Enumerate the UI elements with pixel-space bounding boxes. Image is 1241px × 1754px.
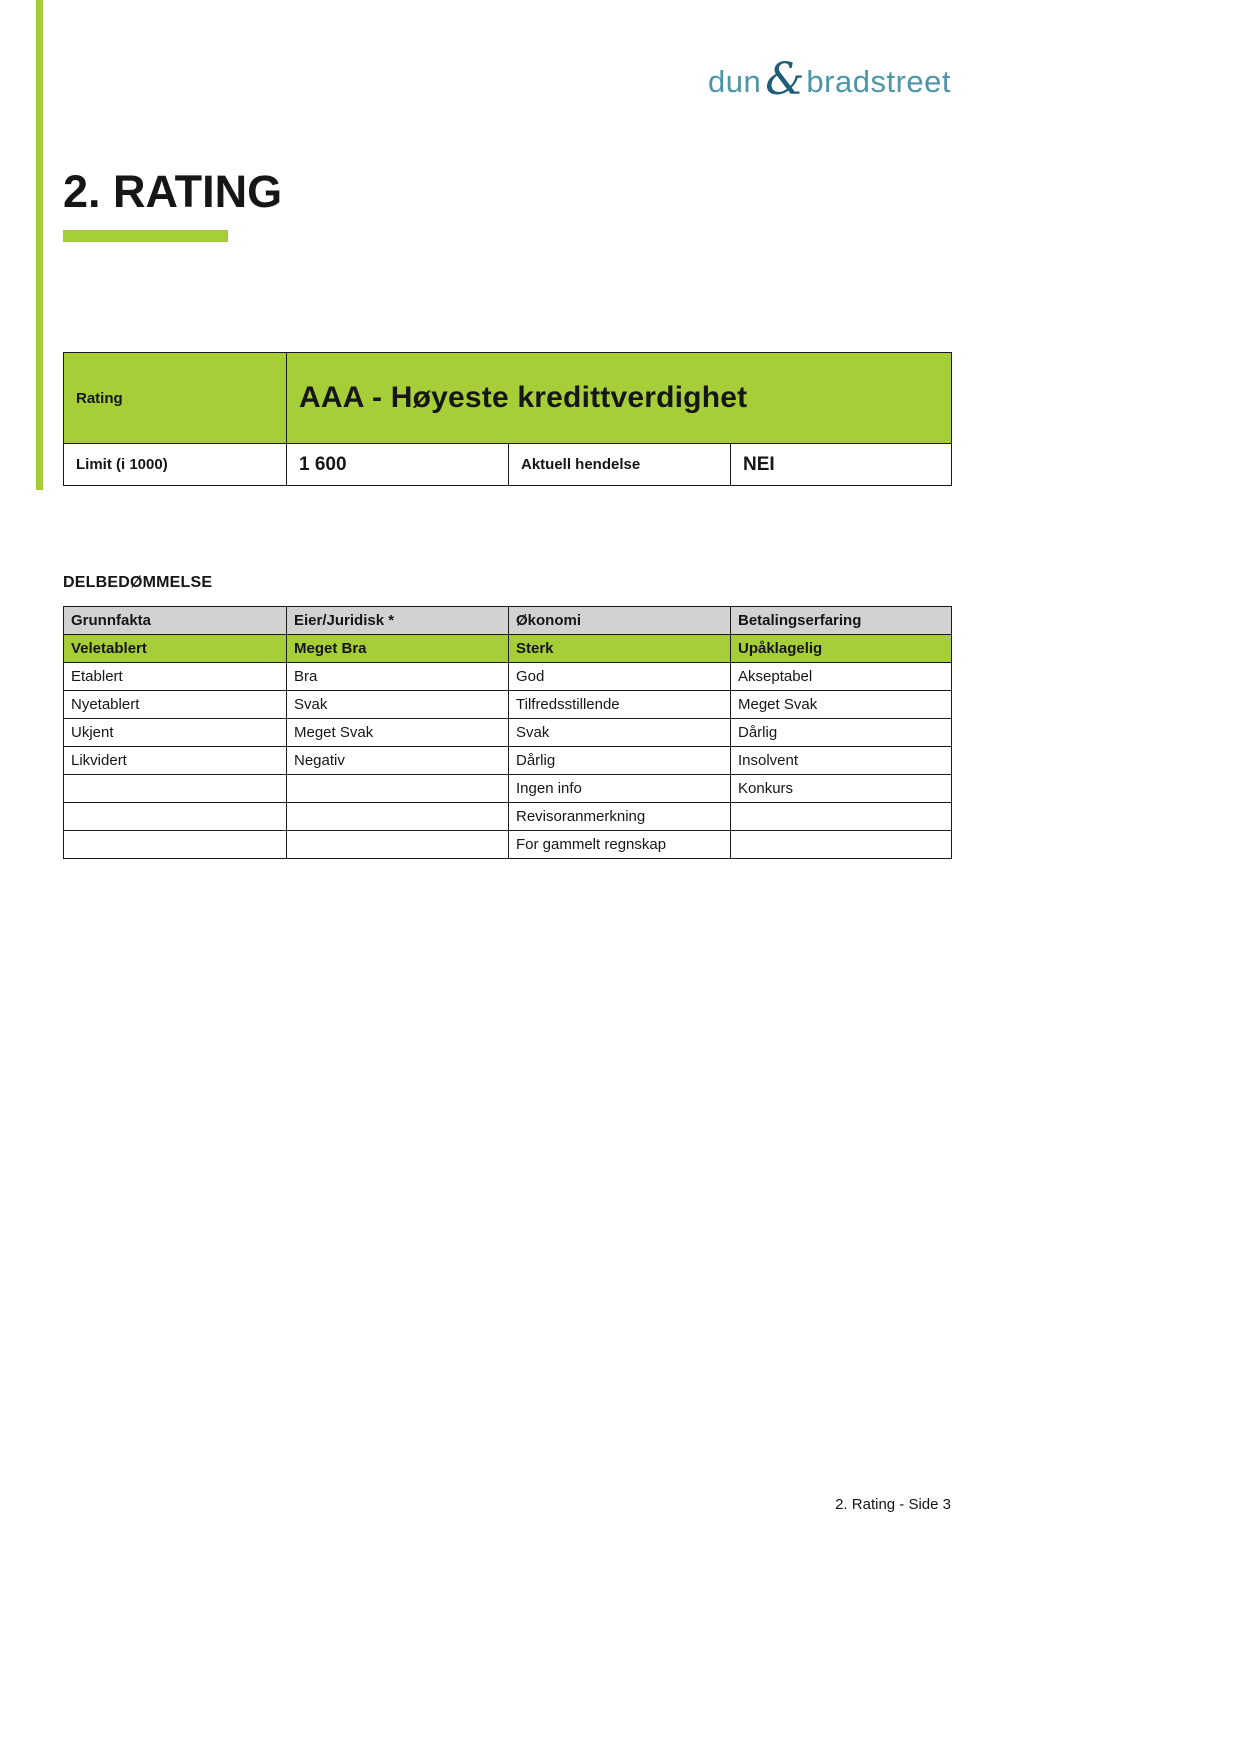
table-cell (287, 775, 509, 803)
dun-bradstreet-logo: dun & bradstreet (708, 54, 951, 105)
table-row (64, 719, 952, 747)
table-cell (64, 831, 287, 859)
left-accent-bar (36, 0, 43, 490)
table-cell (64, 775, 287, 803)
rating-value: AAA - Høyeste kredittverdighet (287, 353, 952, 444)
table-cell: Negativ (287, 747, 509, 775)
table-cell: God (509, 663, 731, 691)
delbedommelse-table (63, 606, 952, 859)
table-row (64, 775, 952, 803)
page-title: 2. RATING (63, 166, 283, 217)
table-cell: Ukjent (64, 719, 287, 747)
table-cell (731, 803, 952, 831)
table-cell: Ingen info (509, 775, 731, 803)
table-cell: Bra (287, 663, 509, 691)
table-cell: For gammelt regnskap (509, 831, 731, 859)
table-cell: Revisoranmerkning (509, 803, 731, 831)
column-header: Økonomi (509, 607, 731, 635)
event-value: NEI (731, 444, 952, 486)
table-cell (731, 831, 952, 859)
selected-cell: Veletablert (64, 635, 287, 663)
selected-ratings-row (64, 635, 952, 663)
table-cell: Svak (287, 691, 509, 719)
table-cell: Tilfredsstillende (509, 691, 731, 719)
table-cell (287, 831, 509, 859)
selected-cell: Upåklagelig (731, 635, 952, 663)
table-cell: Svak (509, 719, 731, 747)
column-header: Betalingserfaring (731, 607, 952, 635)
table-cell: Likvidert (64, 747, 287, 775)
table-row (64, 831, 952, 859)
rating-label: Rating (64, 353, 287, 444)
table-header-row (64, 607, 952, 635)
selected-cell: Meget Bra (287, 635, 509, 663)
event-label: Aktuell hendelse (509, 444, 731, 486)
logo-word-dun: dun (708, 64, 762, 99)
column-header: Grunnfakta (64, 607, 287, 635)
table-cell: Akseptabel (731, 663, 952, 691)
table-cell (287, 803, 509, 831)
selected-cell: Sterk (509, 635, 731, 663)
table-row (64, 803, 952, 831)
rating-summary-table (63, 352, 952, 486)
limit-value: 1 600 (287, 444, 509, 486)
title-accent-bar (63, 230, 228, 242)
table-cell: Meget Svak (731, 691, 952, 719)
limit-row (64, 444, 952, 486)
rating-row (64, 353, 952, 444)
table-row (64, 663, 952, 691)
table-cell (64, 803, 287, 831)
limit-label: Limit (i 1000) (64, 444, 287, 486)
table-row (64, 747, 952, 775)
delbedommelse-heading: DELBEDØMMELSE (63, 574, 213, 591)
table-cell: Meget Svak (287, 719, 509, 747)
table-cell: Insolvent (731, 747, 952, 775)
table-cell: Nyetablert (64, 691, 287, 719)
table-cell: Etablert (64, 663, 287, 691)
column-header: Eier/Juridisk * (287, 607, 509, 635)
table-cell: Dårlig (509, 747, 731, 775)
page-footer: 2. Rating - Side 3 (835, 1496, 951, 1513)
table-cell: Konkurs (731, 775, 952, 803)
table-cell: Dårlig (731, 719, 952, 747)
table-row (64, 691, 952, 719)
logo-word-bradstreet: bradstreet (806, 64, 951, 99)
